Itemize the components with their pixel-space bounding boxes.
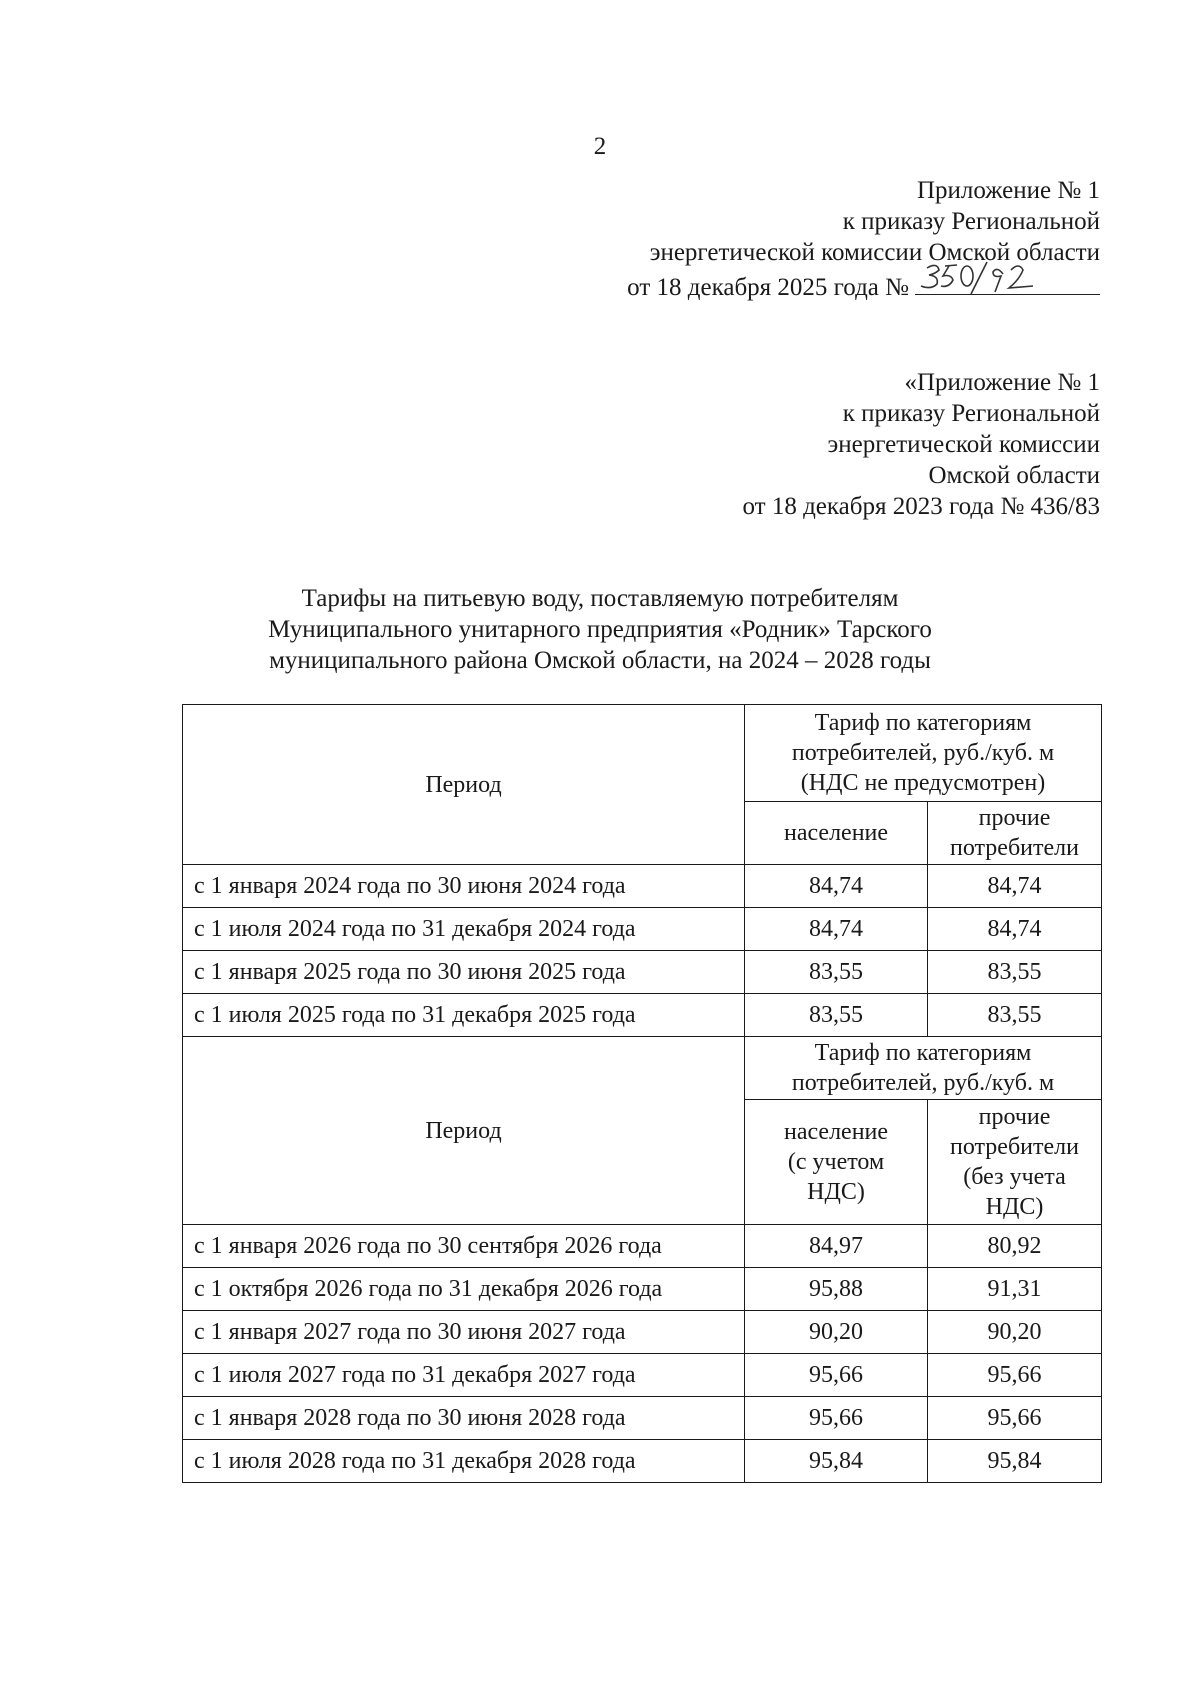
period-cell: с 1 июля 2027 года по 31 декабря 2027 года	[183, 1354, 745, 1397]
header-line: НДС)	[985, 1194, 1044, 1220]
period-header: Период	[183, 1037, 745, 1225]
other-value: 80,92	[928, 1225, 1102, 1268]
tariff-header-line: Тариф по категориям	[814, 1040, 1032, 1066]
header-line: потребители	[950, 1134, 1079, 1160]
tariff-header-line: потребителей, руб./куб. м	[791, 1070, 1055, 1096]
table-row	[183, 951, 1102, 994]
period-cell: с 1 июля 2025 года по 31 декабря 2025 года	[183, 994, 745, 1037]
handwritten-number-icon	[915, 260, 1100, 296]
population-value: 84,74	[745, 865, 928, 908]
period-cell: с 1 июля 2024 года по 31 декабря 2024 года	[183, 908, 745, 951]
other-consumers-header	[928, 802, 1102, 865]
population-value: 95,84	[745, 1440, 928, 1483]
period-cell: с 1 июля 2028 года по 31 декабря 2028 года	[183, 1440, 745, 1483]
period-cell: с 1 января 2024 года по 30 июня 2024 года	[183, 865, 745, 908]
other-value: 95,66	[928, 1354, 1102, 1397]
appendix-date: от 18 декабря 2025 года №	[627, 274, 909, 301]
tariff-header-line: (НДС не предусмотрен)	[800, 770, 1046, 796]
population-value: 84,74	[745, 908, 928, 951]
handwritten-order-number	[915, 268, 1100, 295]
period-cell: с 1 января 2027 года по 30 июня 2027 года	[183, 1311, 745, 1354]
tariff-header	[745, 705, 1102, 802]
appendix-date-line	[627, 268, 1100, 303]
population-value: 83,55	[745, 951, 928, 994]
other-value: 90,20	[928, 1311, 1102, 1354]
table-row	[183, 1225, 1102, 1268]
period-cell: с 1 января 2026 года по 30 сентября 2026 года	[183, 1225, 745, 1268]
header-line: (с учетом	[787, 1149, 885, 1175]
tariff-header	[745, 1037, 1102, 1100]
other-value: 83,55	[928, 951, 1102, 994]
appendix-current-order	[627, 175, 1100, 303]
appendix-line: от 18 декабря 2023 года № 436/83	[742, 493, 1100, 520]
tariff-table	[182, 704, 1102, 1483]
other-value: 95,66	[928, 1397, 1102, 1440]
population-header	[745, 1100, 928, 1225]
title-line: муниципального района Омской области, на 2024 – 2028 годы	[269, 647, 931, 674]
other-value: 84,74	[928, 908, 1102, 951]
appendix-line: к приказу Региональной	[842, 400, 1100, 427]
header-line: потребители	[950, 835, 1079, 861]
table-row	[183, 1397, 1102, 1440]
population-value: 95,88	[745, 1268, 928, 1311]
tariff-header-line: потребителей, руб./куб. м	[791, 740, 1055, 766]
table-row	[183, 908, 1102, 951]
period-cell: с 1 октября 2026 года по 31 декабря 2026 года	[183, 1268, 745, 1311]
other-value: 84,74	[928, 865, 1102, 908]
table-row	[183, 1311, 1102, 1354]
table-row	[183, 1354, 1102, 1397]
table2-header-row	[183, 1037, 1102, 1100]
table-row	[183, 1440, 1102, 1483]
population-value: 95,66	[745, 1354, 928, 1397]
table1-header-row	[183, 705, 1102, 802]
title-line: Тарифы на питьевую воду, поставляемую потребителям	[301, 585, 899, 612]
population-value: 83,55	[745, 994, 928, 1037]
period-cell: с 1 января 2028 года по 30 июня 2028 года	[183, 1397, 745, 1440]
page-number: 2	[593, 133, 607, 160]
period-header: Период	[183, 705, 745, 865]
appendix-line: энергетической комиссии	[827, 431, 1100, 458]
title-line: Муниципального унитарного предприятия «Родник» Тарского	[268, 616, 932, 643]
header-line: население	[783, 1119, 889, 1145]
appendix-line: к приказу Региональной	[842, 208, 1100, 235]
table-row	[183, 994, 1102, 1037]
tariff-header-line: Тариф по категориям	[814, 710, 1032, 736]
population-header: население	[745, 802, 928, 865]
period-cell: с 1 января 2025 года по 30 июня 2025 года	[183, 951, 745, 994]
other-value: 91,31	[928, 1268, 1102, 1311]
other-value: 95,84	[928, 1440, 1102, 1483]
appendix-previous-order	[742, 367, 1100, 522]
appendix-line: Приложение № 1	[916, 177, 1100, 204]
header-line: (без учета	[963, 1164, 1066, 1190]
appendix-line: Омской области	[928, 462, 1100, 489]
population-value: 90,20	[745, 1311, 928, 1354]
header-line: НДС)	[807, 1179, 865, 1205]
population-value: 84,97	[745, 1225, 928, 1268]
table-row	[183, 1268, 1102, 1311]
appendix-line: «Приложение № 1	[904, 369, 1100, 396]
header-line: прочие	[978, 1104, 1051, 1130]
appendix-line: энергетической комиссии Омской области	[649, 239, 1100, 266]
population-value: 95,66	[745, 1397, 928, 1440]
other-consumers-header	[928, 1100, 1102, 1225]
header-line: прочие	[978, 805, 1051, 831]
table-row	[183, 865, 1102, 908]
other-value: 83,55	[928, 994, 1102, 1037]
document-title	[0, 583, 1200, 676]
